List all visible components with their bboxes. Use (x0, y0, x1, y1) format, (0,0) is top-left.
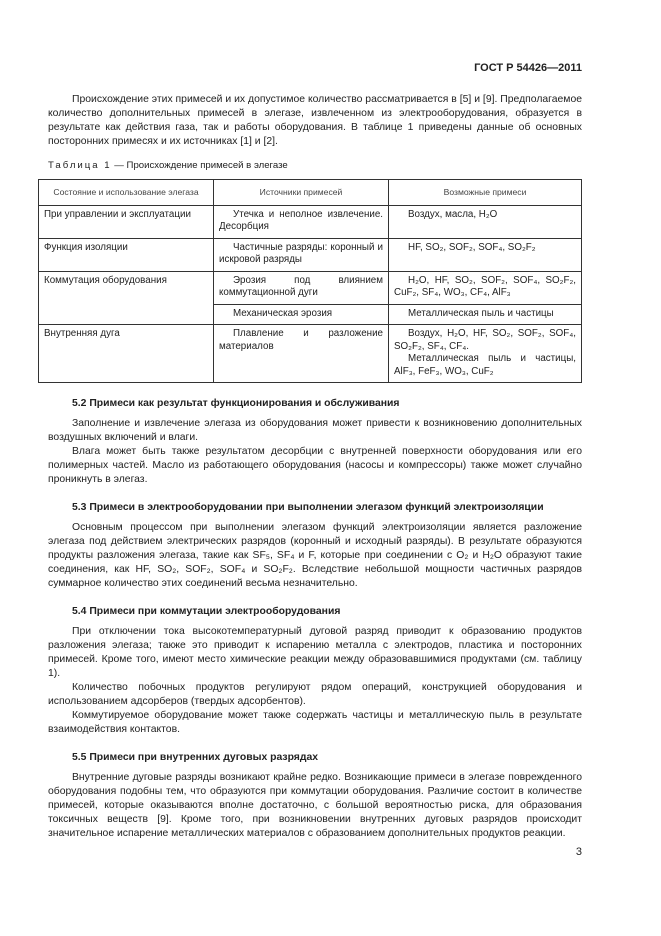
column-header: Источники примесей (214, 180, 389, 206)
table-row: Функция изоляции Частичные разряды: коронный и искровой разряды HF, SO₂, SOF₂, SOF₄, SO₂F₂ (39, 238, 582, 271)
sections (48, 397, 582, 841)
intro-paragraph: Происхождение этих примесей и их допустимое количество рассматривается в [5] и [9]. Предполагаемое количество дополнительных примесей в элегазе, извлеченном из электрооборудования, образуется в результате как действия газа, так и работы оборудования. В таблице 1 приведены данные об основных посторонних примесях и их источниках [1] и [2]. (48, 94, 582, 147)
section-paragraph: Количество побочных продуктов регулируют рядом операций, конструкцией оборудования и использованием адсорберов (твердых адсорбентов). (48, 682, 582, 707)
impurities-table (38, 179, 582, 383)
document-header: ГОСТ Р 54426—2011 (474, 62, 582, 74)
section-paragraph: При отключении тока высокотемпературный дуговой разряд приводит к образованию продуктов разложения элегаза; также это приводит к испарению металла с электродов, пластика и посторонних примесей. Кроме того, имеют место химические реакции между образовавшимися продуктами (см. таблицу 1). (48, 626, 582, 679)
page-number: 3 (575, 846, 582, 858)
table-header-row (39, 180, 582, 206)
column-header: Возможные примеси (389, 180, 582, 206)
section-paragraph: Основным процессом при выполнении элегазом функций электроизоляции является разложение элегаза под действием электрических разрядов (коронный и исходный разряды). В результате образуются продукты разложения элегаза, такие как SF₅, SF₄ и F, которые при соединении с O₂ и H₂O образуют такие соединения, как HF, SO₂, SOF₂, SOF₄ и SO₂F₂. Вследствие небольшой мощности частичных разрядов суммарное количество этих соединений весьма незначительно. (48, 522, 582, 589)
section-paragraph: Влага может быть также результатом десорбции с внутренней поверхности оборудования или его полимерных частей. Масло из работающего оборудования (насосы и компрессоры) также может случайно проникнуть в элегаз. (48, 446, 582, 485)
page-content (44, 93, 582, 841)
column-header: Состояние и использование элегаза (39, 180, 214, 206)
table-row: Внутренняя дуга Плавление и разложение материалов Воздух, H₂O, HF, SO₂, SOF₂, SOF₄, SO₂F₂, SF₄, CF₄. Металлическая пыль и частицы, AlF₃, FeF₃, WO₃, CuF₂ (39, 325, 582, 383)
section-paragraph: Заполнение и извлечение элегаза из оборудования может привести к возникновению дополнительных воздушных включений и влаги. (48, 418, 582, 443)
table-row: Механическая эрозия Металлическая пыль и частицы (39, 304, 582, 325)
section-heading: 5.2 Примеси как результат функционирования и обслуживания (72, 398, 400, 409)
section-paragraph: Внутренние дуговые разряды возникают крайне редко. Возникающие примеси в элегазе поврежденного оборудования подобны тем, что образуются при коммутации оборудования. Различие состоит в количестве примесей, которые оказываются вполне достаточно, с большой вероятностью риска, для образования токсичных веществ [9]. Кроме того, при возникновении внутренних дуговых разрядов происходит значительное испарение металлических материалов с образованием дополнительных продуктов реакции. (48, 772, 582, 839)
section-paragraph: Коммутируемое оборудование может также содержать частицы и металлическую пыль в результате взаимодействия контактов. (48, 710, 582, 735)
table-caption: Таблица 1 — Происхождение примесей в элегазе (48, 160, 288, 171)
section-heading: 5.3 Примеси в электрооборудовании при выполнении элегазом функций электроизоляции (72, 502, 544, 513)
table-row: Коммутация оборудования Эрозия под влиянием коммутационной дуги H₂O, HF, SO₂, SOF₂, SOF₄, SO₂F₂, CuF₂, SF₄, WO₃, CF₄, AlF₃ (39, 271, 582, 304)
section-heading: 5.5 Примеси при внутренних дуговых разрядах (72, 752, 319, 763)
section-heading: 5.4 Примеси при коммутации электрооборудования (72, 606, 341, 617)
table-row: При управлении и эксплуатации Утечка и неполное извлечение. Десорбция Воздух, масла, H₂O (39, 205, 582, 238)
